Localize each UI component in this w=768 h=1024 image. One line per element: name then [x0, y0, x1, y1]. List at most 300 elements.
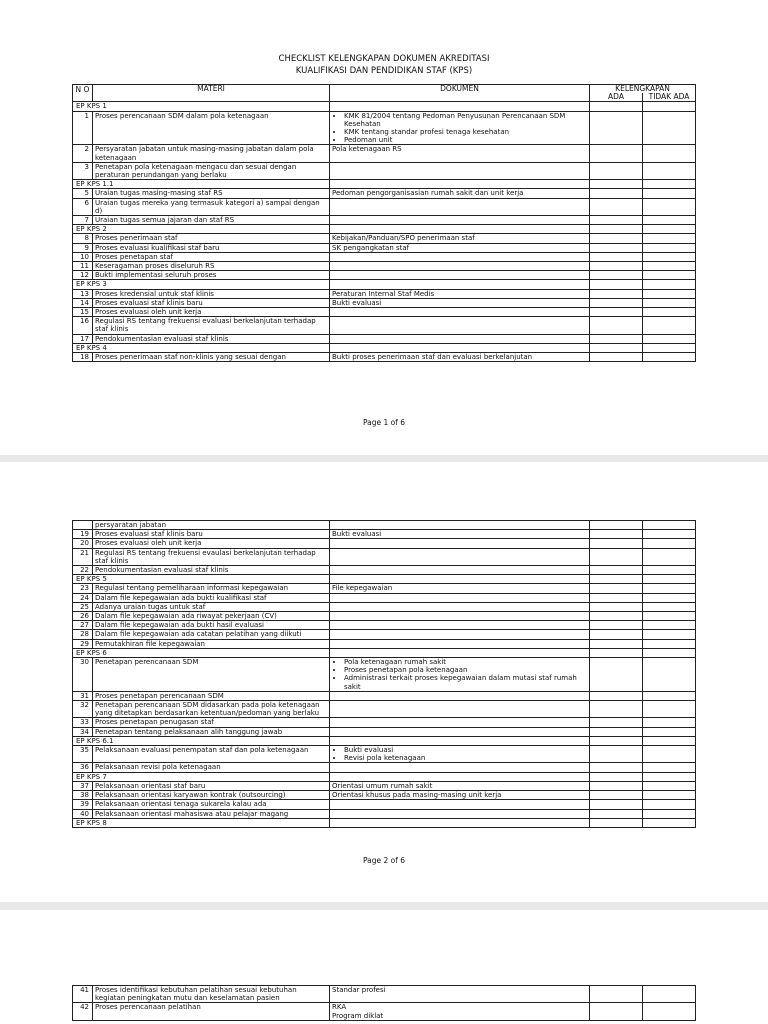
header-materi: MATERI	[93, 85, 330, 102]
table-row	[73, 111, 696, 145]
dokumen-cell	[330, 736, 590, 745]
dokumen-cell	[330, 539, 590, 548]
ada-cell	[590, 566, 643, 575]
dokumen-cell: Bukti evaluasi	[330, 298, 590, 307]
ada-cell	[590, 530, 643, 539]
section-row	[73, 280, 696, 289]
materi-cell: Penetapan pola ketenagaan mengacu dan sesuai dengan peraturan perundangan yang berlaku	[93, 162, 330, 179]
dokumen-cell	[330, 800, 590, 809]
row-number: 17	[73, 334, 93, 343]
table-row	[73, 189, 696, 198]
dokumen-cell	[330, 727, 590, 736]
section-row	[73, 180, 696, 189]
document-title-line-2: KUALIFIKASI DAN PENDIDIKAN STAF (KPS)	[295, 66, 473, 76]
materi-cell: Persyaratan jabatan untuk masing-masing jabatan dalam pola ketenagaan	[93, 145, 330, 162]
row-number: 39	[73, 800, 93, 809]
row-number: 33	[73, 718, 93, 727]
ada-cell	[590, 111, 643, 145]
ada-cell	[590, 334, 643, 343]
ada-cell	[590, 648, 643, 657]
dokumen-cell	[330, 746, 590, 763]
row-number: 26	[73, 612, 93, 621]
table-row	[73, 243, 696, 252]
dokumen-cell: Standar profesi	[330, 986, 590, 1003]
dokumen-cell	[330, 252, 590, 261]
tidak-ada-cell	[643, 584, 696, 593]
table-row	[73, 781, 696, 790]
table-row	[73, 198, 696, 215]
materi-cell: Dalam file kepegawaian ada bukti kualifikasi staf	[93, 593, 330, 602]
ada-cell	[590, 308, 643, 317]
ada-cell	[590, 818, 643, 827]
table-row	[73, 1003, 696, 1020]
ada-cell	[590, 271, 643, 280]
table-row	[73, 162, 696, 179]
dokumen-list-item: • Proses penetapan pola ketenagaan	[344, 666, 587, 674]
tidak-ada-cell	[643, 809, 696, 818]
materi-cell: Adanya uraian tugas untuk staf	[93, 602, 330, 611]
section-label: EP KPS 6.1	[73, 736, 330, 745]
ada-cell	[590, 539, 643, 548]
materi-cell: Pelaksanaan orientasi mahasiswa atau pelajar magang	[93, 809, 330, 818]
row-number: 20	[73, 539, 93, 548]
row-number: 18	[73, 353, 93, 362]
materi-cell: Penetapan perencanaan SDM didasarkan pada pola ketenagaan yang ditetapkan berdasarkan ketentuan/pedoman yang berlaku	[93, 701, 330, 718]
ada-cell	[590, 718, 643, 727]
ada-cell	[590, 289, 643, 298]
document-title	[0, 53, 768, 77]
header-dokumen: DOKUMEN	[330, 85, 590, 102]
row-number: 9	[73, 243, 93, 252]
dokumen-cell	[330, 691, 590, 700]
row-number: 13	[73, 289, 93, 298]
dokumen-list	[332, 746, 587, 762]
checklist-table-page-2	[72, 520, 696, 828]
table-row	[73, 727, 696, 736]
section-row	[73, 736, 696, 745]
materi-cell: Proses evaluasi oleh unit kerja	[93, 539, 330, 548]
tidak-ada-cell	[643, 343, 696, 352]
table-row	[73, 718, 696, 727]
dokumen-cell: Pedoman pengorganisasian rumah sakit dan unit kerja	[330, 189, 590, 198]
dokumen-cell: Bukti evaluasi	[330, 530, 590, 539]
tidak-ada-cell	[643, 353, 696, 362]
table-row	[73, 521, 696, 530]
section-label: EP KPS 5	[73, 575, 330, 584]
row-number: 21	[73, 548, 93, 565]
dokumen-cell	[330, 602, 590, 611]
section-label: EP KPS 2	[73, 225, 330, 234]
dokumen-cell	[330, 280, 590, 289]
table-row	[73, 593, 696, 602]
tidak-ada-cell	[643, 593, 696, 602]
row-number: 8	[73, 234, 93, 243]
table-row	[73, 701, 696, 718]
dokumen-cell	[330, 162, 590, 179]
header-no: N O	[73, 85, 93, 102]
header-ada: ADA	[590, 93, 643, 102]
section-label: EP KPS 3	[73, 280, 330, 289]
table-row	[73, 145, 696, 162]
dokumen-cell	[330, 648, 590, 657]
dokumen-cell: Kebijakan/Panduan/SPO penerimaan staf	[330, 234, 590, 243]
row-number: 10	[73, 252, 93, 261]
dokumen-cell	[330, 198, 590, 215]
dokumen-cell: Peraturan Internal Staf Medis	[330, 289, 590, 298]
materi-cell: Uraian tugas masing-masing staf RS	[93, 189, 330, 198]
materi-cell: Uraian tugas mereka yang termasuk kategori a) sampai dengan d)	[93, 198, 330, 215]
dokumen-cell: Orientasi umum rumah sakit	[330, 781, 590, 790]
row-number	[73, 521, 93, 530]
row-number: 5	[73, 189, 93, 198]
materi-cell: Pelaksanaan orientasi karyawan kontrak (outsourcing)	[93, 791, 330, 800]
dokumen-cell: Pola ketenagaan RS	[330, 145, 590, 162]
row-number: 41	[73, 986, 93, 1003]
ada-cell	[590, 234, 643, 243]
row-number: 27	[73, 621, 93, 630]
ada-cell	[590, 102, 643, 111]
materi-cell: Proses penerimaan staf	[93, 234, 330, 243]
page-number-1: Page 1 of 6	[362, 418, 406, 427]
tidak-ada-cell	[643, 225, 696, 234]
ada-cell	[590, 353, 643, 362]
materi-cell: Regulasi RS tentang frekuensi evaulasi berkelanjutan terhadap staf klinis	[93, 548, 330, 565]
row-number: 40	[73, 809, 93, 818]
tidak-ada-cell	[643, 727, 696, 736]
table-row	[73, 602, 696, 611]
tidak-ada-cell	[643, 111, 696, 145]
row-number: 22	[73, 566, 93, 575]
dokumen-cell	[330, 566, 590, 575]
tidak-ada-cell	[643, 145, 696, 162]
section-label: EP KPS 7	[73, 772, 330, 781]
row-number: 29	[73, 639, 93, 648]
materi-cell: Regulasi tentang pemeliharaan informasi kepegawaian	[93, 584, 330, 593]
dokumen-cell	[330, 718, 590, 727]
section-label: EP KPS 1	[73, 102, 330, 111]
row-number: 42	[73, 1003, 93, 1020]
tidak-ada-cell	[643, 621, 696, 630]
dokumen-cell	[330, 180, 590, 189]
row-number: 2	[73, 145, 93, 162]
materi-cell: Pelaksanaan orientasi staf baru	[93, 781, 330, 790]
dokumen-cell	[330, 548, 590, 565]
materi-cell: Pelaksanaan evaluasi penempatan staf dan pola ketenagaan	[93, 746, 330, 763]
row-number: 6	[73, 198, 93, 215]
table-row	[73, 566, 696, 575]
tidak-ada-cell	[643, 746, 696, 763]
dokumen-list-item: • Bukti evaluasi	[344, 746, 587, 754]
materi-cell: Dalam file kepegawaian ada bukti hasil evaluasi	[93, 621, 330, 630]
ada-cell	[590, 317, 643, 334]
row-number: 34	[73, 727, 93, 736]
ada-cell	[590, 225, 643, 234]
dokumen-cell	[330, 575, 590, 584]
tidak-ada-cell	[643, 262, 696, 271]
table-row	[73, 791, 696, 800]
dokumen-cell: Orientasi khusus pada masing-masing unit kerja	[330, 791, 590, 800]
ada-cell	[590, 763, 643, 772]
table-row	[73, 353, 696, 362]
table-row	[73, 298, 696, 307]
tidak-ada-cell	[643, 162, 696, 179]
ada-cell	[590, 584, 643, 593]
dokumen-list-item: • Revisi pola ketenagaan	[344, 754, 587, 762]
materi-cell: persyaratan jabatan	[93, 521, 330, 530]
document-title-line-1: CHECKLIST KELENGKAPAN DOKUMEN AKREDITASI	[278, 54, 490, 64]
materi-cell: Penetapan perencanaan SDM	[93, 658, 330, 692]
tidak-ada-cell	[643, 280, 696, 289]
table-row	[73, 334, 696, 343]
ada-cell	[590, 602, 643, 611]
tidak-ada-cell	[643, 818, 696, 827]
row-number: 3	[73, 162, 93, 179]
section-row	[73, 648, 696, 657]
dokumen-cell	[330, 521, 590, 530]
dokumen-cell	[330, 216, 590, 225]
table-row	[73, 986, 696, 1003]
row-number: 1	[73, 111, 93, 145]
table-row	[73, 658, 696, 692]
table-row	[73, 308, 696, 317]
section-row	[73, 102, 696, 111]
materi-cell: Proses perencanaan pelatihan	[93, 1003, 330, 1020]
ada-cell	[590, 280, 643, 289]
dokumen-cell	[330, 593, 590, 602]
materi-cell: Proses perencanaan SDM dalam pola ketenagaan	[93, 111, 330, 145]
tidak-ada-cell	[643, 575, 696, 584]
materi-cell: Uraian tugas semua jajaran dan staf RS	[93, 216, 330, 225]
materi-cell: Proses identifikasi kebutuhan pelatihan sesuai kebutuhan kegiatan peningkatan mutu dan keselamatan pasien	[93, 986, 330, 1003]
materi-cell: Proses evaluasi kualifikasi staf baru	[93, 243, 330, 252]
ada-cell	[590, 772, 643, 781]
tidak-ada-cell	[643, 986, 696, 1003]
section-row	[73, 575, 696, 584]
row-number: 31	[73, 691, 93, 700]
table-row	[73, 809, 696, 818]
row-number: 25	[73, 602, 93, 611]
section-row	[73, 225, 696, 234]
dokumen-cell	[330, 225, 590, 234]
tidak-ada-cell	[643, 566, 696, 575]
tidak-ada-cell	[643, 180, 696, 189]
table-row	[73, 630, 696, 639]
ada-cell	[590, 593, 643, 602]
dokumen-list-item: • KMK tentang standar profesi tenaga kesehatan	[344, 128, 587, 136]
table-row	[73, 262, 696, 271]
row-number: 36	[73, 763, 93, 772]
table-row	[73, 763, 696, 772]
tidak-ada-cell	[643, 639, 696, 648]
section-label: EP KPS 8	[73, 818, 330, 827]
materi-cell: Penetapan tentang pelaksanaan alih tanggung jawab	[93, 727, 330, 736]
dokumen-list	[332, 112, 587, 145]
ada-cell	[590, 639, 643, 648]
table-row	[73, 216, 696, 225]
ada-cell	[590, 781, 643, 790]
checklist-table-page-3	[72, 985, 696, 1021]
ada-cell	[590, 252, 643, 261]
ada-cell	[590, 621, 643, 630]
ada-cell	[590, 809, 643, 818]
table-row	[73, 548, 696, 565]
dokumen-cell	[330, 772, 590, 781]
table-row	[73, 289, 696, 298]
materi-cell: Proses evaluasi oleh unit kerja	[93, 308, 330, 317]
ada-cell	[590, 521, 643, 530]
dokumen-cell	[330, 111, 590, 145]
ada-cell	[590, 243, 643, 252]
ada-cell	[590, 262, 643, 271]
materi-cell: Dalam file kepegawaian ada riwayat pekerjaan (CV)	[93, 612, 330, 621]
ada-cell	[590, 145, 643, 162]
dokumen-cell	[330, 262, 590, 271]
tidak-ada-cell	[643, 539, 696, 548]
table-row	[73, 271, 696, 280]
tidak-ada-cell	[643, 658, 696, 692]
page-number-2: Page 2 of 6	[362, 856, 406, 865]
tidak-ada-cell	[643, 530, 696, 539]
dokumen-cell	[330, 701, 590, 718]
dokumen-cell	[330, 658, 590, 692]
tidak-ada-cell	[643, 648, 696, 657]
row-number: 37	[73, 781, 93, 790]
tidak-ada-cell	[643, 548, 696, 565]
tidak-ada-cell	[643, 763, 696, 772]
tidak-ada-cell	[643, 602, 696, 611]
materi-cell: Proses kredensial untuk staf klinis	[93, 289, 330, 298]
materi-cell: Pelaksanaan revisi pola ketenagaan	[93, 763, 330, 772]
header-tidak-ada: TIDAK ADA	[643, 93, 696, 102]
table-row	[73, 800, 696, 809]
table-row	[73, 639, 696, 648]
dokumen-cell	[330, 639, 590, 648]
dokumen-cell	[330, 630, 590, 639]
row-number: 14	[73, 298, 93, 307]
ada-cell	[590, 548, 643, 565]
tidak-ada-cell	[643, 718, 696, 727]
tidak-ada-cell	[643, 271, 696, 280]
table-row	[73, 539, 696, 548]
dokumen-cell: RKA Program diklat	[330, 1003, 590, 1020]
row-number: 32	[73, 701, 93, 718]
section-row	[73, 343, 696, 352]
section-row	[73, 772, 696, 781]
dokumen-list-item: • KMK 81/2004 tentang Pedoman Penyusunan Perencanaan SDM Kesehatan	[344, 112, 587, 128]
materi-cell: Pemutakhiran file kepegawaian	[93, 639, 330, 648]
materi-cell: Proses penetapan penugasan staf	[93, 718, 330, 727]
row-number: 38	[73, 791, 93, 800]
tidak-ada-cell	[643, 102, 696, 111]
tidak-ada-cell	[643, 772, 696, 781]
tidak-ada-cell	[643, 612, 696, 621]
ada-cell	[590, 727, 643, 736]
materi-cell: Proses penetapan staf	[93, 252, 330, 261]
ada-cell	[590, 1003, 643, 1020]
ada-cell	[590, 216, 643, 225]
materi-cell: Pendokumentasian evaluasi staf klinis	[93, 566, 330, 575]
materi-cell: Dalam file kepegawaian ada catatan pelatihan yang diikuti	[93, 630, 330, 639]
materi-cell: Proses evaluasi staf klinis baru	[93, 298, 330, 307]
tidak-ada-cell	[643, 521, 696, 530]
table-header-row	[73, 85, 696, 94]
dokumen-cell: File kepegawaian	[330, 584, 590, 593]
table-row	[73, 252, 696, 261]
section-row	[73, 818, 696, 827]
row-number: 28	[73, 630, 93, 639]
tidak-ada-cell	[643, 736, 696, 745]
ada-cell	[590, 162, 643, 179]
dokumen-cell	[330, 271, 590, 280]
section-label: EP KPS 4	[73, 343, 330, 352]
dokumen-cell	[330, 334, 590, 343]
ada-cell	[590, 691, 643, 700]
row-number: 19	[73, 530, 93, 539]
tidak-ada-cell	[643, 691, 696, 700]
table-row	[73, 317, 696, 334]
tidak-ada-cell	[643, 243, 696, 252]
dokumen-cell	[330, 343, 590, 352]
dokumen-cell: Bukti proses penerimaan staf dan evaluasi berkelanjutan	[330, 353, 590, 362]
tidak-ada-cell	[643, 289, 696, 298]
tidak-ada-cell	[643, 317, 696, 334]
ada-cell	[590, 612, 643, 621]
tidak-ada-cell	[643, 189, 696, 198]
ada-cell	[590, 986, 643, 1003]
tidak-ada-cell	[643, 791, 696, 800]
materi-cell: Proses penetapan perencanaan SDM	[93, 691, 330, 700]
tidak-ada-cell	[643, 630, 696, 639]
dokumen-cell: SK pengangkatan staf	[330, 243, 590, 252]
dokumen-cell	[330, 763, 590, 772]
ada-cell	[590, 791, 643, 800]
dokumen-list	[332, 658, 587, 691]
tidak-ada-cell	[643, 800, 696, 809]
materi-cell: Keseragaman proses diseluruh RS	[93, 262, 330, 271]
row-number: 15	[73, 308, 93, 317]
tidak-ada-cell	[643, 298, 696, 307]
dokumen-cell	[330, 818, 590, 827]
ada-cell	[590, 658, 643, 692]
table-row	[73, 691, 696, 700]
materi-cell: Regulasi RS tentang frekuensi evaluasi berkelanjutan terhadap staf klinis	[93, 317, 330, 334]
ada-cell	[590, 701, 643, 718]
dokumen-cell	[330, 809, 590, 818]
dokumen-list-item: • Pola ketenagaan rumah sakit	[344, 658, 587, 666]
row-number: 23	[73, 584, 93, 593]
ada-cell	[590, 630, 643, 639]
table-row	[73, 530, 696, 539]
materi-cell: Proses penerimaan staf non-klinis yang sesuai dengan	[93, 353, 330, 362]
row-number: 11	[73, 262, 93, 271]
dokumen-cell	[330, 102, 590, 111]
table-row	[73, 584, 696, 593]
tidak-ada-cell	[643, 252, 696, 261]
materi-cell: Proses evaluasi staf klinis baru	[93, 530, 330, 539]
row-number: 30	[73, 658, 93, 692]
dokumen-list-item: • Administrasi terkait proses kepegawaian dalam mutasi staf rumah sakit	[344, 674, 587, 690]
ada-cell	[590, 180, 643, 189]
table-row	[73, 746, 696, 763]
ada-cell	[590, 575, 643, 584]
section-label: EP KPS 6	[73, 648, 330, 657]
dokumen-cell	[330, 621, 590, 630]
ada-cell	[590, 198, 643, 215]
row-number: 12	[73, 271, 93, 280]
checklist-table-page-1	[72, 84, 696, 362]
ada-cell	[590, 736, 643, 745]
tidak-ada-cell	[643, 701, 696, 718]
